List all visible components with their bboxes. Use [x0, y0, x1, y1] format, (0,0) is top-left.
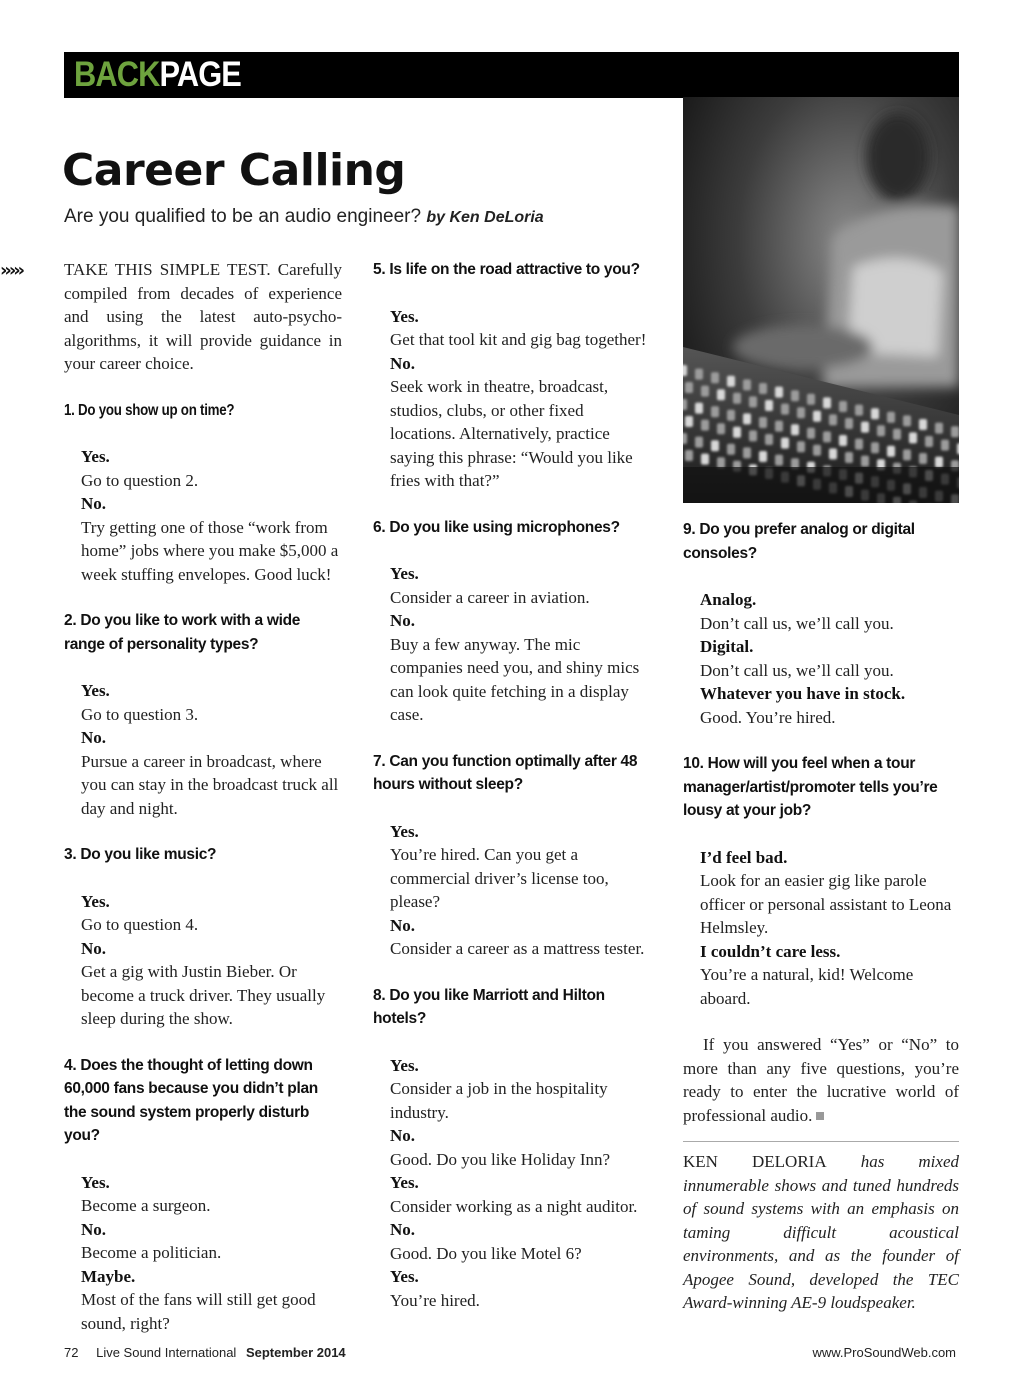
- console-knob: [791, 424, 799, 435]
- issue-date: September 2014: [245, 1345, 346, 1360]
- question-3: 3. Do you like music?: [64, 846, 217, 863]
- answer-text: Try getting one of those “work from home” jobs where you make $5,000 a week stuffing envelopes. Good luck!: [81, 517, 339, 584]
- console-knob: [861, 422, 869, 433]
- console-knob: [683, 399, 687, 410]
- section-label-page: PAGE: [159, 55, 241, 94]
- console-knob: [743, 379, 751, 390]
- console-knob: [717, 457, 725, 468]
- console-knob: [683, 433, 687, 444]
- console-knob: [781, 404, 789, 415]
- console-knob: [727, 376, 735, 387]
- console-knob: [685, 450, 693, 461]
- answer-text: Look for an easier gig like parole officer or personal assistant to Leona Helmsley.: [700, 871, 952, 937]
- console-knob: [683, 365, 687, 376]
- answer-key: Yes.: [390, 1055, 419, 1075]
- answer-text: Get a gig with Justin Bieber. Or become a truck driver. They usually sleep during the show.: [81, 962, 326, 1028]
- console-knob: [845, 418, 853, 429]
- console-knob: [685, 382, 693, 393]
- article-photo-mixing-console: [683, 97, 959, 503]
- answer-text: Good. Do you like Motel 6?: [390, 1243, 582, 1263]
- byline: by Ken DeLoria: [426, 209, 544, 226]
- answer-text: Good. You’re hired.: [700, 707, 836, 727]
- answer-text: Become a politician.: [81, 1243, 222, 1262]
- answers-10: [683, 846, 959, 1011]
- console-knob: [695, 369, 703, 380]
- answer-key: No.: [81, 494, 107, 513]
- article-column-2: [373, 258, 651, 1312]
- answer-text: You’re hired. Can you get a commercial driver’s license too, please?: [390, 845, 609, 911]
- answer-key: Yes.: [81, 891, 110, 911]
- answer-key: No.: [81, 1219, 107, 1239]
- answers-5: [373, 305, 651, 493]
- section-label-back: BACK: [74, 55, 160, 94]
- end-mark-icon: [816, 1112, 824, 1120]
- answer-key: Yes.: [81, 1172, 110, 1192]
- console-knob: [829, 414, 837, 425]
- page-number: 72: [64, 1345, 79, 1360]
- question-8: 8. Do you like Marriott and Hilton hotels?: [373, 986, 605, 1027]
- console-knob: [807, 428, 815, 439]
- answer-text: Consider a job in the hospitality industry.: [390, 1079, 608, 1122]
- console-knob: [701, 420, 709, 431]
- answer-text: Consider a career as a mattress tester.: [390, 939, 645, 958]
- answer-key: Digital.: [700, 637, 754, 656]
- answers-6: [373, 562, 651, 727]
- console-knob: [749, 396, 757, 407]
- question-4: 4. Does the thought of letting down 60,000 fans because you didn’t plan the sound system properly disturb you?: [64, 1056, 318, 1144]
- console-knob: [727, 410, 735, 421]
- console-knob: [759, 417, 767, 428]
- section-label: [74, 55, 241, 95]
- console-knob: [871, 408, 879, 419]
- answer-key: Analog.: [700, 590, 757, 609]
- conclusion-text: If you answered “Yes” or “No” to more than any five questions, you’re ready to enter the lucrative world of professional audio.: [683, 1035, 959, 1125]
- console-knob: [813, 445, 821, 456]
- answer-key: No.: [390, 353, 416, 373]
- question-10: 10. How will you feel when a tour manager/artist/promoter tells you’re lousy at your job?: [683, 755, 938, 819]
- console-knob: [733, 427, 741, 438]
- question-6: 6. Do you like using microphones?: [373, 518, 620, 536]
- console-knob: [711, 406, 719, 417]
- console-knob: [935, 423, 943, 434]
- answer-text: Most of the fans will still get good sound, right?: [81, 1290, 316, 1333]
- console-knob: [791, 390, 799, 401]
- console-knob: [765, 400, 773, 411]
- answer-text: Go to question 2.: [81, 470, 199, 490]
- console-knob: [903, 449, 911, 460]
- section-header-bar: [64, 52, 959, 98]
- console-knob: [733, 393, 741, 404]
- lead-arrows-icon: ›››››: [0, 260, 23, 281]
- answers-4: [64, 1171, 342, 1336]
- bio-divider: [683, 1141, 959, 1142]
- console-knob: [717, 423, 725, 434]
- console-knob: [919, 419, 927, 430]
- console-knob: [887, 446, 895, 457]
- console-knob: [855, 405, 863, 416]
- answer-key: No.: [390, 915, 416, 935]
- answer-key: No.: [81, 728, 107, 747]
- magazine-name: Live Sound International: [96, 1345, 237, 1360]
- console-knob: [893, 429, 901, 440]
- console-knob: [695, 403, 703, 414]
- answers-9: [683, 588, 959, 729]
- console-knob: [925, 436, 933, 447]
- console-knob: [797, 441, 805, 452]
- answer-text: Get that tool kit and gig bag together!: [390, 330, 647, 349]
- console-knob: [759, 383, 767, 394]
- console-knob: [685, 416, 693, 427]
- console-knob: [701, 386, 709, 397]
- answer-key: No.: [81, 938, 107, 958]
- intro-text: Carefully compiled from decades of experience and using the latest auto-psycho-algorithms, it will provide guidance in your career choice.: [64, 260, 342, 373]
- question-1: 1. Do you show up on time?: [64, 401, 235, 419]
- answers-7: [373, 820, 651, 961]
- console-knob: [823, 397, 831, 408]
- console-knob: [743, 413, 751, 424]
- answer-key: Yes.: [390, 564, 419, 583]
- article-column-1: [64, 258, 342, 1335]
- answer-key: Yes.: [81, 447, 110, 466]
- console-knob: [813, 411, 821, 422]
- console-knob: [919, 453, 927, 464]
- answer-text: Pursue a career in broadcast, where you can stay in the broadcast truck all day and night.: [81, 751, 339, 818]
- question-9: 9. Do you prefer analog or digital consoles?: [683, 521, 915, 562]
- answer-key: Maybe.: [81, 1266, 136, 1286]
- intro-paragraph: [64, 258, 342, 376]
- article-subtitle: [64, 206, 544, 228]
- answer-key: Yes.: [390, 1267, 419, 1286]
- console-knob: [839, 401, 847, 412]
- answer-text: You’re hired.: [390, 1290, 480, 1310]
- console-knob: [749, 430, 757, 441]
- console-knob: [775, 387, 783, 398]
- console-knob: [855, 439, 863, 450]
- author-bio: [683, 1150, 959, 1315]
- answer-key: I couldn’t care less.: [700, 941, 841, 961]
- answer-key: Yes.: [390, 306, 419, 326]
- answer-text: Consider a career in aviation.: [390, 587, 590, 607]
- answer-text: Seek work in theatre, broadcast, studios, clubs, or other fixed locations. Alternatively, practice saying this phrase: “Would you like fries with that?”: [390, 377, 633, 490]
- console-knob: [717, 389, 725, 400]
- answer-text: Become a surgeon.: [81, 1196, 211, 1215]
- footer-website: www.ProSoundWeb.com: [812, 1345, 956, 1360]
- subtitle-text: Are you qualified to be an audio engineer?: [64, 206, 422, 227]
- console-knob: [823, 431, 831, 442]
- console-knob: [951, 426, 959, 437]
- console-knob: [957, 443, 959, 454]
- intro-caps: TAKE THIS SIMPLE TEST.: [64, 260, 271, 279]
- console-knob: [807, 394, 815, 405]
- answer-key: Whatever you have in stock.: [700, 684, 906, 703]
- answers-3: [64, 890, 342, 1031]
- answer-text: Buy a few anyway. The mic companies need you, and shiny mics can look quite fetching in a display case.: [390, 634, 640, 724]
- console-knob: [727, 444, 735, 455]
- answer-key: No.: [390, 1126, 416, 1145]
- console-knob: [861, 456, 869, 467]
- question-2: 2. Do you like to work with a wide range of personality types?: [64, 612, 301, 653]
- console-knob: [839, 435, 847, 446]
- answer-key: Yes.: [81, 681, 110, 700]
- answer-text: You’re a natural, kid! Welcome aboard.: [700, 965, 914, 1008]
- author-bio-text: has mixed innumerable shows and tuned hundreds of sound systems with an emphasis on taming difficult acoustical environments, and as the founder of Apogee Sound, developed the TEC Award-winning AE-9 loudspeaker.: [683, 1152, 959, 1312]
- console-knob: [695, 437, 703, 448]
- console-knob: [829, 448, 837, 459]
- console-knob: [775, 455, 783, 466]
- answer-key: Yes.: [390, 821, 419, 841]
- console-knob: [701, 454, 709, 465]
- answer-text: Go to question 3.: [81, 704, 199, 724]
- answer-key: No.: [390, 611, 416, 630]
- console-knob: [941, 440, 949, 451]
- conclusion-paragraph: [683, 1033, 959, 1127]
- answer-key: Yes.: [390, 1173, 419, 1192]
- console-knob: [935, 457, 943, 468]
- answers-2: [64, 679, 342, 820]
- answer-text: Don’t call us, we’ll call you.: [700, 660, 894, 680]
- console-knob: [797, 407, 805, 418]
- answers-1: [64, 445, 342, 586]
- console-knob: [765, 434, 773, 445]
- question-5: 5. Is life on the road attractive to you?: [373, 261, 640, 278]
- console-knob: [871, 442, 879, 453]
- console-knob: [781, 438, 789, 449]
- author-name: KEN DELORIA: [683, 1152, 827, 1171]
- console-knob: [775, 421, 783, 432]
- answer-text: Don’t call us, we’ll call you.: [700, 613, 894, 633]
- answer-text: Consider working as a night auditor.: [390, 1196, 638, 1216]
- console-knob: [759, 451, 767, 462]
- article-title: Career Calling: [62, 145, 406, 196]
- question-7: 7. Can you function optimally after 48 hours without sleep?: [373, 752, 638, 793]
- footer-left: [64, 1345, 346, 1360]
- answer-text: Good. Do you like Holiday Inn?: [390, 1149, 611, 1169]
- console-knob: [711, 440, 719, 451]
- answer-text: Go to question 4.: [81, 915, 199, 934]
- console-knob: [711, 372, 719, 383]
- article-column-3: [683, 518, 959, 1315]
- console-knob: [845, 452, 853, 463]
- console-knob: [887, 412, 895, 423]
- console-knob: [877, 425, 885, 436]
- answers-8: [373, 1054, 651, 1313]
- console-knob: [909, 432, 917, 443]
- console-knob: [903, 415, 911, 426]
- answer-key: No.: [390, 1220, 416, 1239]
- console-knob: [743, 447, 751, 458]
- answer-key: I’d feel bad.: [700, 847, 788, 867]
